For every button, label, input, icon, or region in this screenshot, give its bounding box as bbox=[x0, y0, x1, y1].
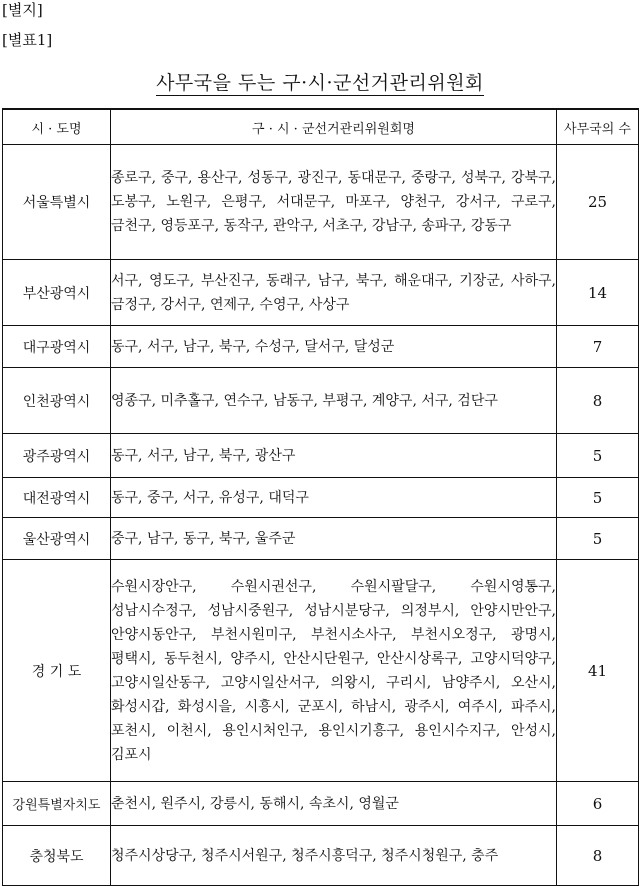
row-city: 광주광역시 bbox=[3, 434, 111, 478]
row-commission-list: 서구, 영도구, 부산진구, 동래구, 남구, 북구, 해운대구, 기장군, 사하구, 금정구, 강서구, 연제구, 수영구, 사상구 bbox=[111, 260, 557, 326]
row-commission-list: 영종구, 미추홀구, 연수구, 남동구, 부평구, 계양구, 서구, 검단구 bbox=[111, 368, 557, 434]
row-commission-list: 동구, 서구, 남구, 북구, 광산구 bbox=[111, 434, 557, 478]
row-commission-list: 춘천시, 원주시, 강릉시, 동해시, 속초시, 영월군 bbox=[111, 782, 557, 826]
table-header-row bbox=[3, 109, 639, 145]
table-row bbox=[3, 145, 639, 260]
table-row bbox=[3, 518, 639, 560]
row-city: 대구광역시 bbox=[3, 326, 111, 368]
row-commission-list: 청주시상당구, 청주시서원구, 청주시흥덕구, 청주시청원구, 충주 bbox=[111, 826, 557, 886]
commission-table bbox=[2, 108, 639, 886]
table-row bbox=[3, 326, 639, 368]
row-commission-list: 종로구, 중구, 용산구, 성동구, 광진구, 동대문구, 중랑구, 성북구, 강북구, 도봉구, 노원구, 은평구, 서대문구, 마포구, 양천구, 강서구, 구로구, 금천구, 영등포구, 동작구, 관악구, 서초구, 강남구, 송파구, 강동구 bbox=[111, 145, 557, 260]
row-count: 25 bbox=[557, 145, 639, 260]
table-row bbox=[3, 368, 639, 434]
table-row bbox=[3, 260, 639, 326]
row-city: 울산광역시 bbox=[3, 518, 111, 560]
row-count: 8 bbox=[557, 368, 639, 434]
row-city: 강원특별자치도 bbox=[3, 782, 111, 826]
row-count: 5 bbox=[557, 478, 639, 518]
table-row bbox=[3, 434, 639, 478]
row-count: 6 bbox=[557, 782, 639, 826]
header-commission-names: 구 · 시 · 군선거관리위원회명 bbox=[111, 109, 557, 145]
row-city: 인천광역시 bbox=[3, 368, 111, 434]
annex-label: [별지] bbox=[2, 1, 43, 19]
row-city: 충청북도 bbox=[3, 826, 111, 886]
row-count: 14 bbox=[557, 260, 639, 326]
document-title bbox=[0, 70, 640, 96]
row-commission-list: 중구, 남구, 동구, 북구, 울주군 bbox=[111, 518, 557, 560]
document-title-text: 사무국을 두는 구·시·군선거관리위원회 bbox=[156, 72, 484, 94]
row-city: 대전광역시 bbox=[3, 478, 111, 518]
table-row bbox=[3, 826, 639, 886]
row-count: 5 bbox=[557, 518, 639, 560]
row-count: 41 bbox=[557, 560, 639, 782]
header-secretariat-count: 사무국의 수 bbox=[557, 109, 639, 145]
row-count: 5 bbox=[557, 434, 639, 478]
table-row bbox=[3, 782, 639, 826]
table-label: [별표1] bbox=[2, 31, 53, 49]
row-city: 서울특별시 bbox=[3, 145, 111, 260]
row-city: 경 기 도 bbox=[3, 560, 111, 782]
table-row bbox=[3, 560, 639, 782]
row-commission-list: 동구, 중구, 서구, 유성구, 대덕구 bbox=[111, 478, 557, 518]
row-commission-list: 수원시장안구, 수원시권선구, 수원시팔달구, 수원시영통구, 성남시수정구, 성남시중원구, 성남시분당구, 의정부시, 안양시만안구, 안양시동안구, 부천시원미구, 부천시소사구, 부천시오정구, 광명시, 평택시, 동두천시, 양주시, 안산시단원구, 안산시상록구, 고양시덕양구, 고양시일산동구, 고양시일산서구, 의왕시, 구리시, 남양주시, 오산시, 화성시갑, 화성시을, 시흥시, 군포시, 하남시, 광주시, 여주시, 파주시, 포천시, 이천시, 용인시처인구, 용인시기흥구, 용인시수지구, 안성시, 김포시 bbox=[111, 560, 557, 782]
row-city: 부산광역시 bbox=[3, 260, 111, 326]
row-count: 8 bbox=[557, 826, 639, 886]
row-commission-list: 동구, 서구, 남구, 북구, 수성구, 달서구, 달성군 bbox=[111, 326, 557, 368]
table-row bbox=[3, 478, 639, 518]
row-count: 7 bbox=[557, 326, 639, 368]
header-city: 시 · 도명 bbox=[3, 109, 111, 145]
